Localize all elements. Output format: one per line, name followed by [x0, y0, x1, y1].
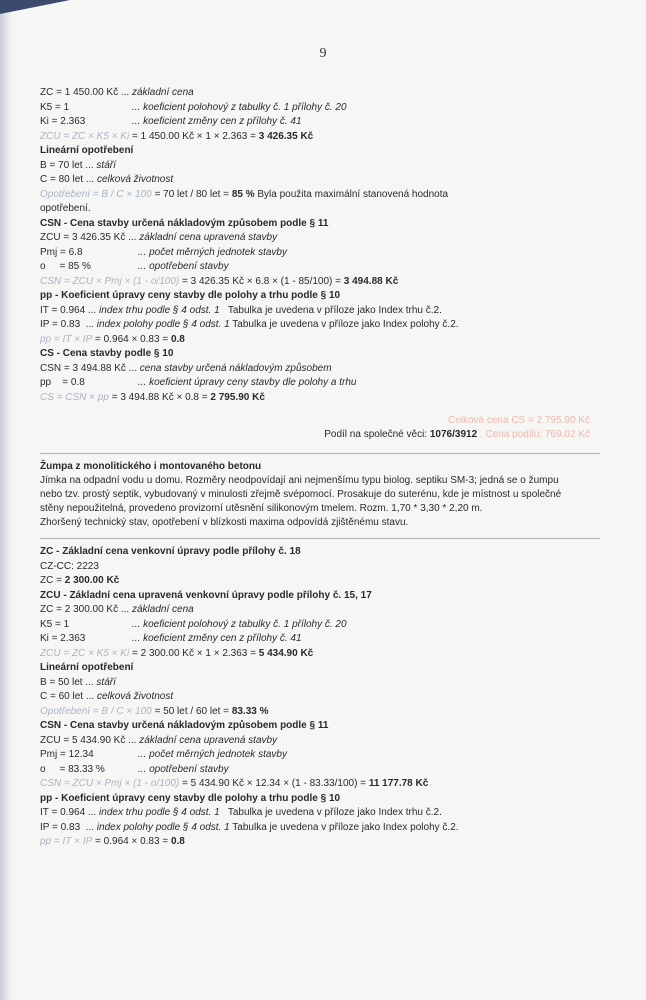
- ip-text: Tabulka je uvedena v příloze jako Index polohy č.2.: [229, 821, 459, 833]
- zcu-formula: ZCU = ZC × K5 × Ki: [40, 647, 130, 659]
- o-note: ... opotřebení stavby: [138, 763, 229, 775]
- pp-formula: pp = IT × IP: [40, 333, 93, 345]
- lifetime-note: celková životnost: [96, 691, 174, 702]
- pmj-note: ... počet měrných jednotek stavby: [138, 246, 287, 258]
- it-note: index trhu podle § 4 odst. 1: [99, 807, 220, 818]
- wear-text-cont: opotřebení.: [40, 203, 91, 214]
- ki-line: [40, 115, 600, 130]
- csn-result: 11 177.78 Kč: [368, 778, 429, 789]
- k5-note: ... koeficient polohový z tabulky č. 1 přílohy č. 20: [132, 101, 347, 113]
- age-value: B = 50 let ...: [40, 676, 97, 688]
- age-line: [40, 676, 600, 691]
- book-spine-shadow: [0, 0, 12, 1000]
- zc-value: ZC = 2 300.00 Kč ...: [40, 604, 132, 615]
- zc2-label: ZC =: [40, 575, 65, 586]
- wear-result: 83.33 %: [231, 705, 269, 717]
- linear-wear-heading: Lineární opotřebení: [40, 145, 134, 156]
- o-line: [40, 260, 600, 275]
- share-value: 1076/3912: [429, 429, 478, 440]
- wear-calc: = 70 let / 80 let =: [151, 188, 232, 200]
- page-content: [40, 86, 600, 850]
- k5-value: K5 = 1: [40, 101, 70, 113]
- pp-formula: pp = IT × IP: [40, 836, 93, 847]
- page-number: 9: [319, 46, 327, 61]
- zcu-calc: = 2 300.00 Kč × 1 × 2.363 =: [129, 647, 259, 659]
- zcu-heading: ZCU - Základní cena upravená venkovní úpravy podle přílohy č. 15, 17: [40, 589, 372, 601]
- lifetime-line: [40, 173, 600, 188]
- pp2-line: [40, 376, 600, 391]
- zc-note: základní cena: [132, 604, 194, 615]
- wear-formula-line: [40, 705, 600, 720]
- csn2-line: [40, 362, 600, 377]
- ip-line: [40, 318, 600, 333]
- ip-text: Tabulka je uvedena v příloze jako Index polohy č.2.: [229, 319, 459, 330]
- zcu-formula-line: [40, 130, 600, 145]
- pmj-line: [40, 246, 600, 261]
- ki-value: Ki = 2.363: [40, 633, 86, 644]
- csn-calc: = 3 426.35 Kč × 6.8 × (1 - 85/100) =: [179, 275, 344, 287]
- cs-formula: CS = CSN × pp: [40, 391, 109, 403]
- csn-heading: CSN - Cena stavby určená nákladovým způsobem podle § 11: [40, 217, 329, 229]
- pmj-value: Pmj = 12.34: [40, 749, 94, 760]
- o-value: o = 83.33 %: [40, 763, 105, 775]
- divider: [40, 538, 600, 539]
- zcu2-note: základní cena upravená stavby: [139, 734, 278, 746]
- totals-block: [40, 415, 600, 445]
- ki-note: ... koeficient změny cen z přílohy č. 41: [132, 116, 302, 127]
- zcu-formula: ZCU = ZC × K5 × Ki: [40, 130, 130, 142]
- cs-formula-line: [40, 391, 600, 406]
- csn-heading: CSN - Cena stavby určená nákladovým způsobem podle § 11: [40, 720, 329, 731]
- lifetime-note: celková životnost: [96, 174, 174, 185]
- cs-calc: = 3 494.88 Kč × 0.8 =: [108, 391, 211, 403]
- zcu-formula-line: [40, 647, 600, 662]
- k5-note: ... koeficient polohový z tabulky č. 1 přílohy č. 20: [132, 618, 347, 630]
- pp-formula-line: [40, 333, 600, 348]
- pp-result: 0.8: [170, 333, 185, 345]
- pp-calc: = 0.964 × 0.83 =: [92, 333, 171, 345]
- lifetime-value: C = 80 let ...: [40, 174, 97, 185]
- age-note: stáří: [96, 159, 116, 171]
- csn-formula: CSN = ZCU × Pmj × (1 - o/100): [40, 778, 180, 789]
- zcu2-value: ZCU = 5 434.90 Kč ...: [40, 734, 140, 746]
- wear-formula: Opotřebení = B / C × 100: [40, 188, 152, 200]
- pp-formula-line: [40, 835, 600, 850]
- csn-formula: CSN = ZCU × Pmj × (1 - o/100): [40, 275, 180, 287]
- wear-calc: = 50 let / 60 let =: [151, 705, 232, 717]
- csn-result: 3 494.88 Kč: [343, 275, 399, 287]
- ip-value: IP = 0.83 ...: [40, 821, 97, 833]
- zc-line: [40, 603, 600, 618]
- share-line: [324, 429, 590, 440]
- ki-line: [40, 632, 600, 647]
- zcu2-value: ZCU = 3 426.35 Kč ...: [40, 232, 140, 243]
- it-note: index trhu podle § 4 odst. 1: [99, 304, 220, 316]
- zumpa-state: Zhoršený technický stav, opotřebení v blízkosti maxima odpovídá zjištěnému stavu.: [40, 517, 409, 528]
- linear-wear-heading: Lineární opotřebení: [40, 662, 134, 673]
- age-note: stáří: [96, 676, 116, 688]
- pp2-note: ... koeficient úpravy ceny stavby dle polohy a trhu: [138, 377, 357, 388]
- zc-note: základní cena: [132, 87, 194, 98]
- ip-note: index polohy podle § 4 odst. 1: [96, 821, 230, 833]
- o-note: ... opotřebení stavby: [138, 261, 229, 272]
- o-value: o = 85 %: [40, 261, 91, 272]
- csn-formula-line: [40, 777, 600, 792]
- pp-result: 0.8: [170, 836, 185, 847]
- o-line: [40, 763, 600, 778]
- pmj-value: Pmj = 6.8: [40, 246, 83, 258]
- pp-heading: pp - Koeficient úpravy ceny stavby dle polohy a trhu podle § 10: [40, 290, 341, 301]
- k5-line: [40, 101, 600, 116]
- pmj-note: ... počet měrných jednotek stavby: [138, 749, 287, 760]
- ip-note: index polohy podle § 4 odst. 1: [96, 319, 230, 330]
- lifetime-line: [40, 690, 600, 705]
- cs-heading: CS - Cena stavby podle § 10: [40, 348, 174, 359]
- wear-result: 85 %: [231, 188, 255, 200]
- ki-value: Ki = 2.363: [40, 116, 86, 127]
- wear-formula-line: [40, 188, 600, 203]
- cs-result: 2 795.90 Kč: [210, 391, 265, 403]
- k5-line: [40, 618, 600, 633]
- zc-heading: ZC - Základní cena venkovní úpravy podle přílohy č. 18: [40, 546, 301, 557]
- zc2-value: 2 300.00 Kč: [64, 575, 120, 586]
- divider: [40, 453, 600, 454]
- it-text: Tabulka je uvedena v příloze jako Index trhu č.2.: [219, 807, 442, 818]
- share-label: Podíl na společné věci:: [324, 429, 430, 440]
- it-line: [40, 304, 600, 319]
- csn2-value: CSN = 3 494.88 Kč ...: [40, 362, 140, 374]
- zc-line: [40, 86, 600, 101]
- zcu2-line: [40, 734, 600, 749]
- wear-text: Byla použita maximální stanovená hodnota: [254, 188, 449, 200]
- ip-line: [40, 821, 600, 836]
- share-price: . Cena podílu: 769.02 Kč: [477, 429, 590, 440]
- age-line: [40, 159, 600, 174]
- czcc-line: CZ-CC: 2223: [40, 560, 99, 572]
- total-price: Celková cena CS = 2 795.90 Kč: [447, 415, 590, 426]
- corner-tab: [0, 0, 70, 14]
- zc2-line: [40, 574, 600, 589]
- pp-calc: = 0.964 × 0.83 =: [92, 836, 171, 847]
- zumpa-title: Žumpa z monolitického i montovaného betonu: [40, 461, 262, 472]
- it-value: IT = 0.964 ...: [40, 807, 100, 818]
- it-value: IT = 0.964 ...: [40, 304, 100, 316]
- zcu-result: 3 426.35 Kč: [258, 130, 314, 142]
- csn2-note: cena stavby určená nákladovým způsobem: [139, 362, 332, 374]
- csn-formula-line: [40, 275, 600, 290]
- it-line: [40, 806, 600, 821]
- ki-note: ... koeficient změny cen z přílohy č. 41: [132, 633, 302, 644]
- it-text: Tabulka je uvedena v příloze jako Index trhu č.2.: [219, 304, 442, 316]
- pmj-line: [40, 748, 600, 763]
- zcu-calc: = 1 450.00 Kč × 1 × 2.363 =: [129, 130, 259, 142]
- zcu-result: 5 434.90 Kč: [258, 647, 314, 659]
- zc-value: ZC = 1 450.00 Kč ...: [40, 87, 132, 98]
- wear-formula: Opotřebení = B / C × 100: [40, 705, 152, 717]
- age-value: B = 70 let ...: [40, 159, 97, 171]
- ip-value: IP = 0.83 ...: [40, 319, 97, 330]
- zumpa-desc: Jímka na odpadní vodu u domu. Rozměry neodpovídají ani nejmenšímu typu biolog. septiku SM-3; jedná se o žumpu nebo tzv. prostý septik, vybudovaný v minulosti zřejmě svépomocí. Prosakuje do suterénu, kde je místnost u společné stěny nepoužitelná, provedeno provizorní utěsnění silikonovým tmelem. Rozm. 1,70 * 3,30 * 2,20 m.: [40, 475, 562, 514]
- pp2-value: pp = 0.8: [40, 377, 85, 388]
- k5-value: K5 = 1: [40, 618, 70, 630]
- pp-heading: pp - Koeficient úpravy ceny stavby dle polohy a trhu podle § 10: [40, 792, 341, 804]
- zcu2-note: základní cena upravená stavby: [139, 232, 278, 243]
- zcu2-line: [40, 231, 600, 246]
- lifetime-value: C = 60 let ...: [40, 691, 97, 702]
- csn-calc: = 5 434.90 Kč × 12.34 × (1 - 83.33/100) =: [179, 778, 369, 789]
